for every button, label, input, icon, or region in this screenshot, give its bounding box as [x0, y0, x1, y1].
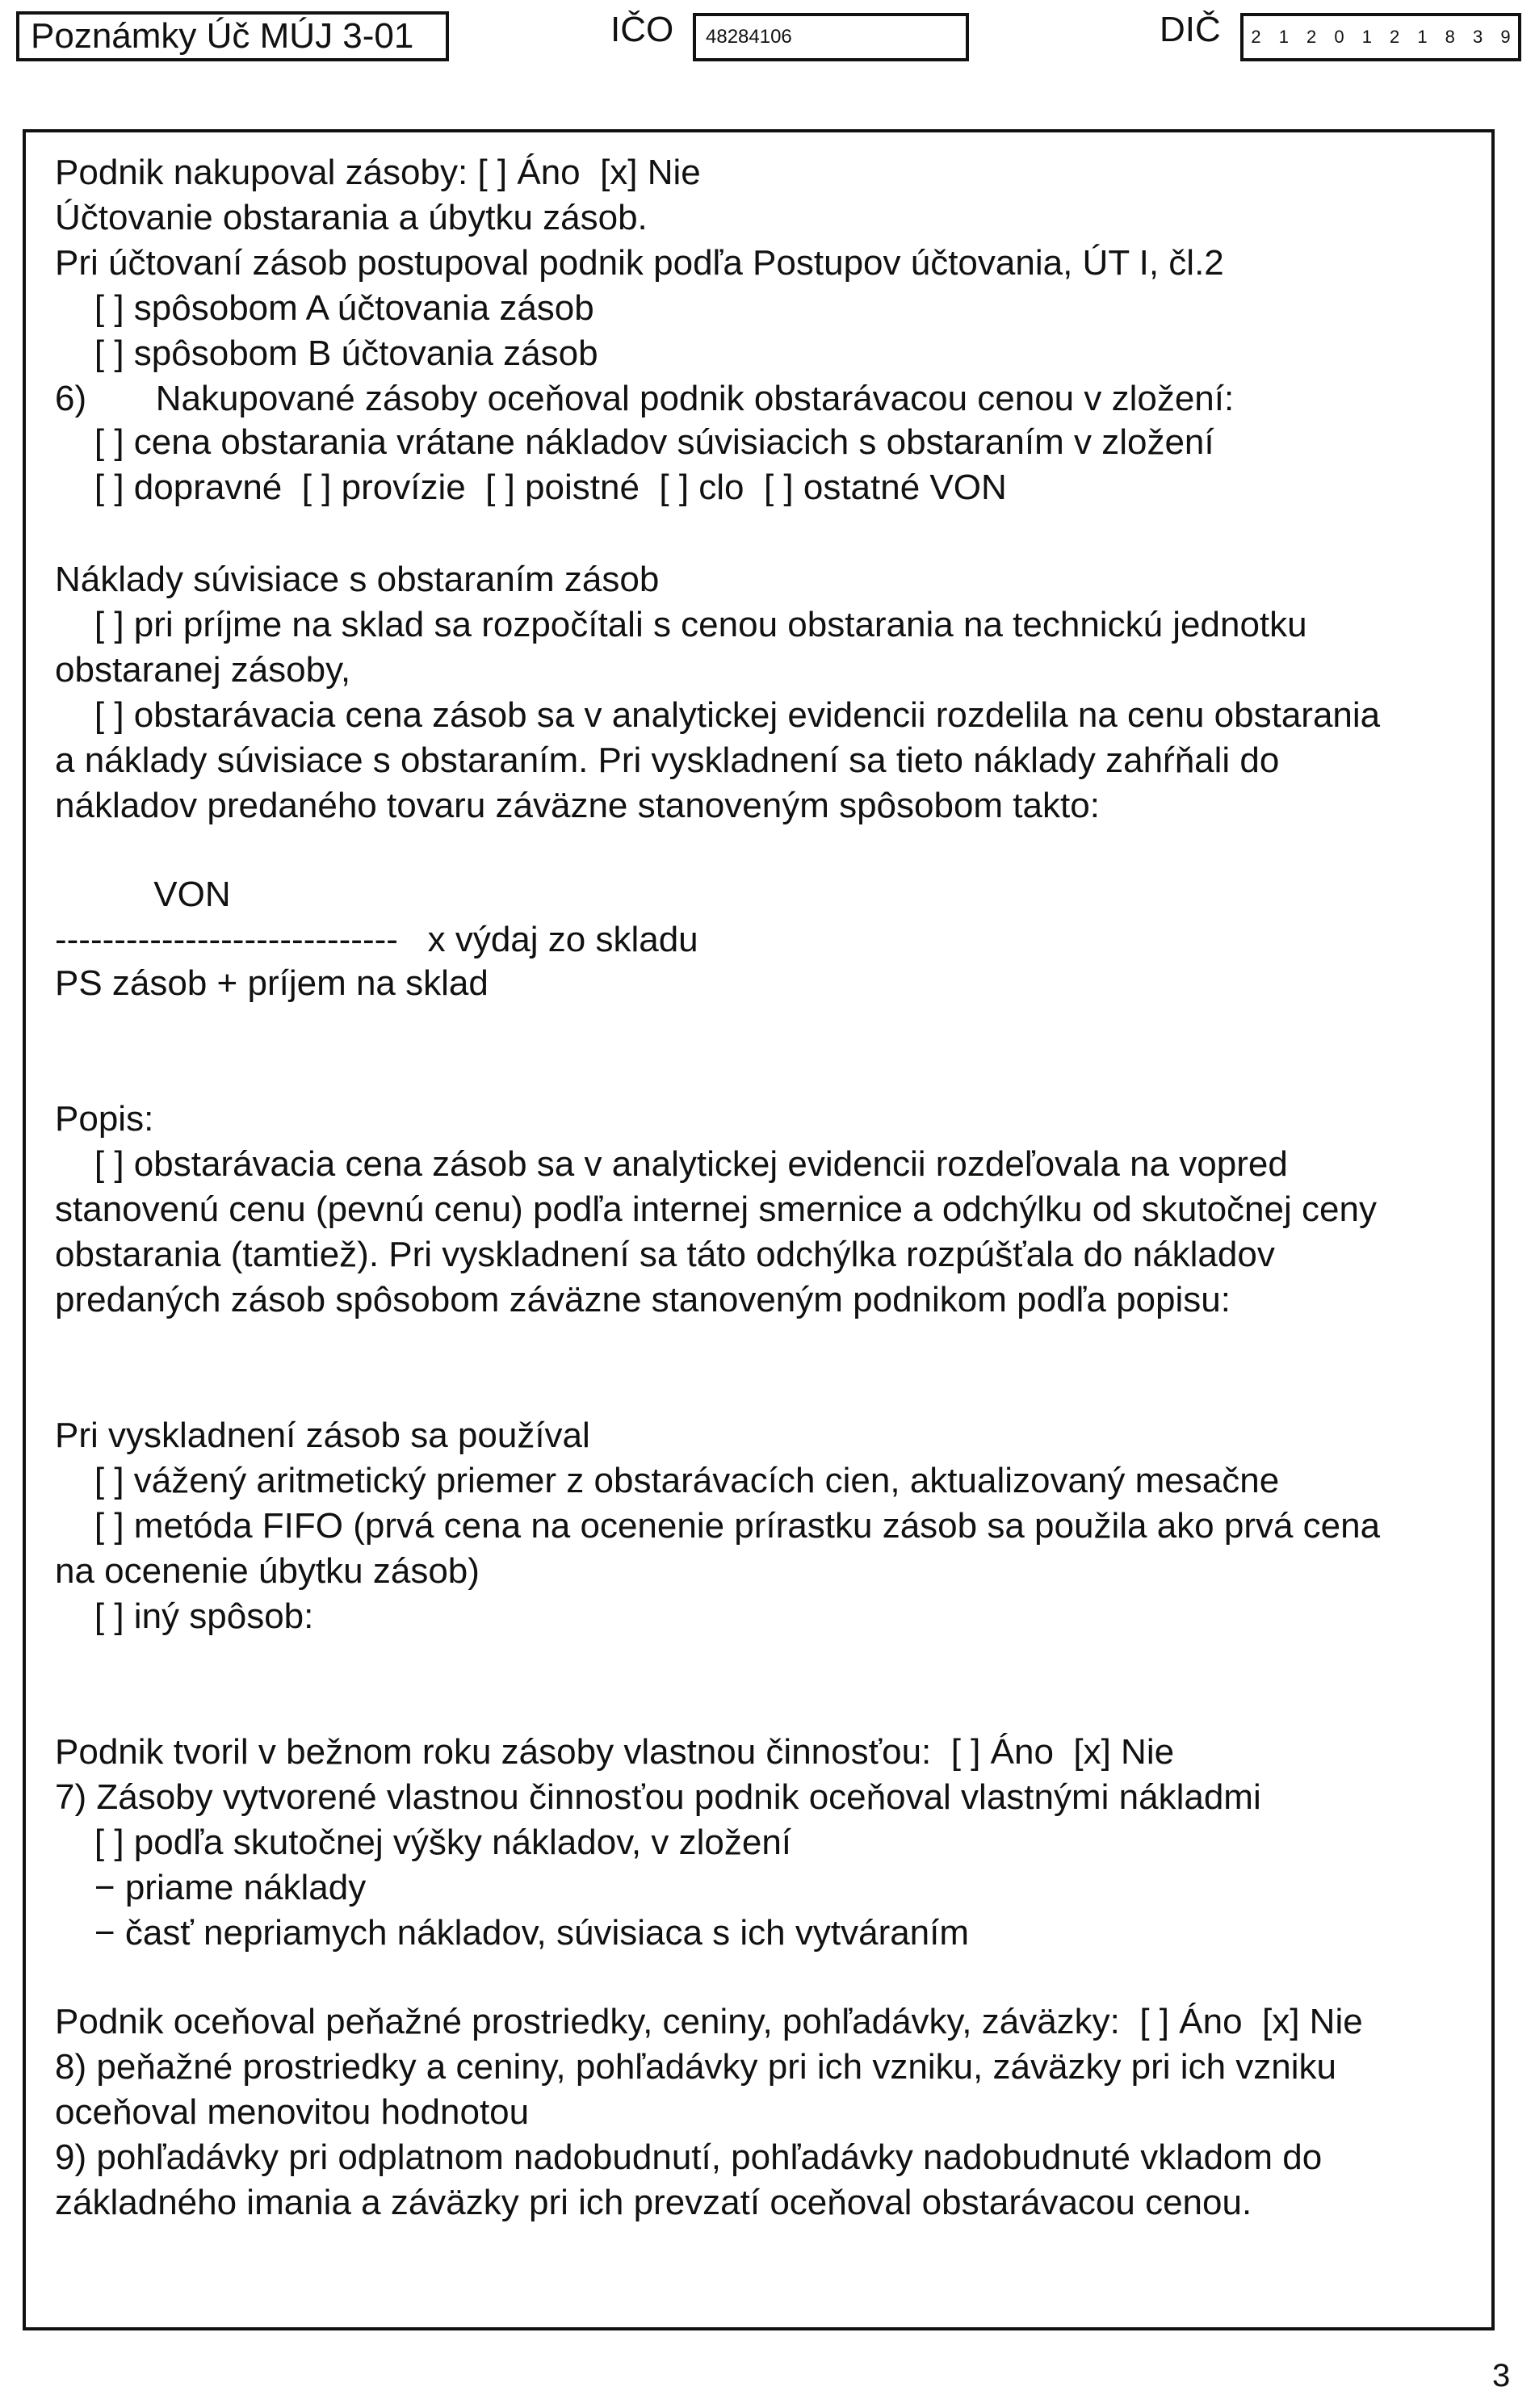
text-line: [ ] cena obstarania vrátane nákladov súvisiacich s obstaraním v zložení: [55, 422, 1214, 462]
text-line: [ ] obstarávacia cena zásob sa v analytickej evidencii rozdeľovala na vopred: [55, 1144, 1288, 1184]
text-line: [ ] vážený aritmetický priemer z obstarávacích cien, aktualizovaný mesačne: [55, 1461, 1280, 1500]
dic-digit: 2: [1306, 27, 1317, 47]
text-line: Účtovanie obstarania a úbytku zásob.: [55, 198, 648, 237]
text-line: nákladov predaného tovaru záväzne stanoveným spôsobom takto:: [55, 786, 1100, 825]
text-line: [ ] obstarávacia cena zásob sa v analytickej evidencii rozdelila na cenu obstarania: [55, 695, 1381, 735]
text-line: základného imania a záväzky pri ich prevzatí oceňoval obstarávacou cenou.: [55, 2183, 1252, 2222]
text-line: 6) Nakupované zásoby oceňoval podnik obstarávacou cenou v zložení:: [55, 379, 1235, 418]
text-line: − priame náklady: [55, 1868, 367, 1907]
formula-fraction-line: ----------------------------- x výdaj zo skladu: [55, 920, 698, 959]
form-title-text: Poznámky Úč MÚJ 3-01: [31, 16, 414, 56]
text-line: Pri vyskladnení zásob sa používal: [55, 1416, 590, 1455]
formula-numerator: VON: [55, 875, 231, 914]
text-line: 9) pohľadávky pri odplatnom nadobudnutí, pohľadávky nadobudnuté vkladom do: [55, 2137, 1323, 2177]
notes-body: [23, 129, 1495, 2330]
text-line: predaných zásob spôsobom záväzne stanoveným podnikom podľa popisu:: [55, 1280, 1231, 1319]
text-line: 7) Zásoby vytvorené vlastnou činnosťou podnik oceňoval vlastnými nákladmi: [55, 1777, 1261, 1817]
dic-digit: 9: [1500, 27, 1511, 47]
ico-field: [693, 13, 969, 61]
form-title: [16, 11, 449, 61]
formula-denominator: PS zásob + príjem na sklad: [55, 963, 489, 1003]
text-line: [ ] podľa skutočnej výšky nákladov, v zložení: [55, 1823, 792, 1862]
dic-digit: 3: [1473, 27, 1483, 47]
text-line: [ ] pri príjme na sklad sa rozpočítali s cenou obstarania na technickú jednotku: [55, 605, 1307, 644]
text-line: [ ] iný spôsob:: [55, 1596, 314, 1636]
dic-digit: 2: [1390, 27, 1400, 47]
text-line: Popis:: [55, 1099, 154, 1139]
ico-value: 48284106: [706, 26, 792, 48]
dic-field: [1240, 13, 1521, 61]
text-line: Pri účtovaní zásob postupoval podnik podľa Postupov účtovania, ÚT I, čl.2: [55, 243, 1224, 283]
dic-digit: 8: [1445, 27, 1455, 47]
text-line: Podnik oceňoval peňažné prostriedky, ceniny, pohľadávky, záväzky: [ ] Áno [x] Nie: [55, 2002, 1363, 2041]
dic-digit: 1: [1417, 27, 1428, 47]
text-line: Podnik nakupoval zásoby: [ ] Áno [x] Nie: [55, 153, 701, 192]
dic-digit: 1: [1278, 27, 1289, 47]
text-line: obstaranej zásoby,: [55, 650, 351, 690]
text-line: na ocenenie úbytku zásob): [55, 1551, 480, 1591]
text-line: − časť nepriamych nákladov, súvisiaca s ich vytváraním: [55, 1913, 970, 1953]
text-line: [ ] spôsobom A účtovania zásob: [55, 288, 594, 328]
dic-digit: 2: [1251, 27, 1261, 47]
text-line: Podnik tvoril v bežnom roku zásoby vlastnou činnosťou: [ ] Áno [x] Nie: [55, 1732, 1175, 1772]
text-line: oceňoval menovitou hodnotou: [55, 2092, 530, 2132]
text-line: a náklady súvisiace s obstaraním. Pri vyskladnení sa tieto náklady zahŕňali do: [55, 740, 1280, 780]
dic-label: DIČ: [1160, 10, 1221, 49]
text-line: [ ] metóda FIFO (prvá cena na ocenenie prírastku zásob sa použila ako prvá cena: [55, 1506, 1381, 1546]
text-line: stanovenú cenu (pevnú cenu) podľa internej smernice a odchýlku od skutočnej ceny: [55, 1189, 1377, 1229]
text-line: obstarania (tamtiež). Pri vyskladnení sa táto odchýlka rozpúšťala do nákladov: [55, 1235, 1275, 1274]
dic-digit: 0: [1334, 27, 1344, 47]
text-line: [ ] spôsobom B účtovania zásob: [55, 334, 598, 373]
ico-label: IČO: [610, 10, 674, 49]
dic-digit: 1: [1361, 27, 1372, 47]
text-line: [ ] dopravné [ ] provízie [ ] poistné [ ] clo [ ] ostatné VON: [55, 468, 1007, 507]
text-line: Náklady súvisiace s obstaraním zásob: [55, 560, 660, 599]
text-line: 8) peňažné prostriedky a ceniny, pohľadávky pri ich vzniku, záväzky pri ich vzniku: [55, 2047, 1336, 2087]
page-number: 3: [1492, 2358, 1511, 2393]
